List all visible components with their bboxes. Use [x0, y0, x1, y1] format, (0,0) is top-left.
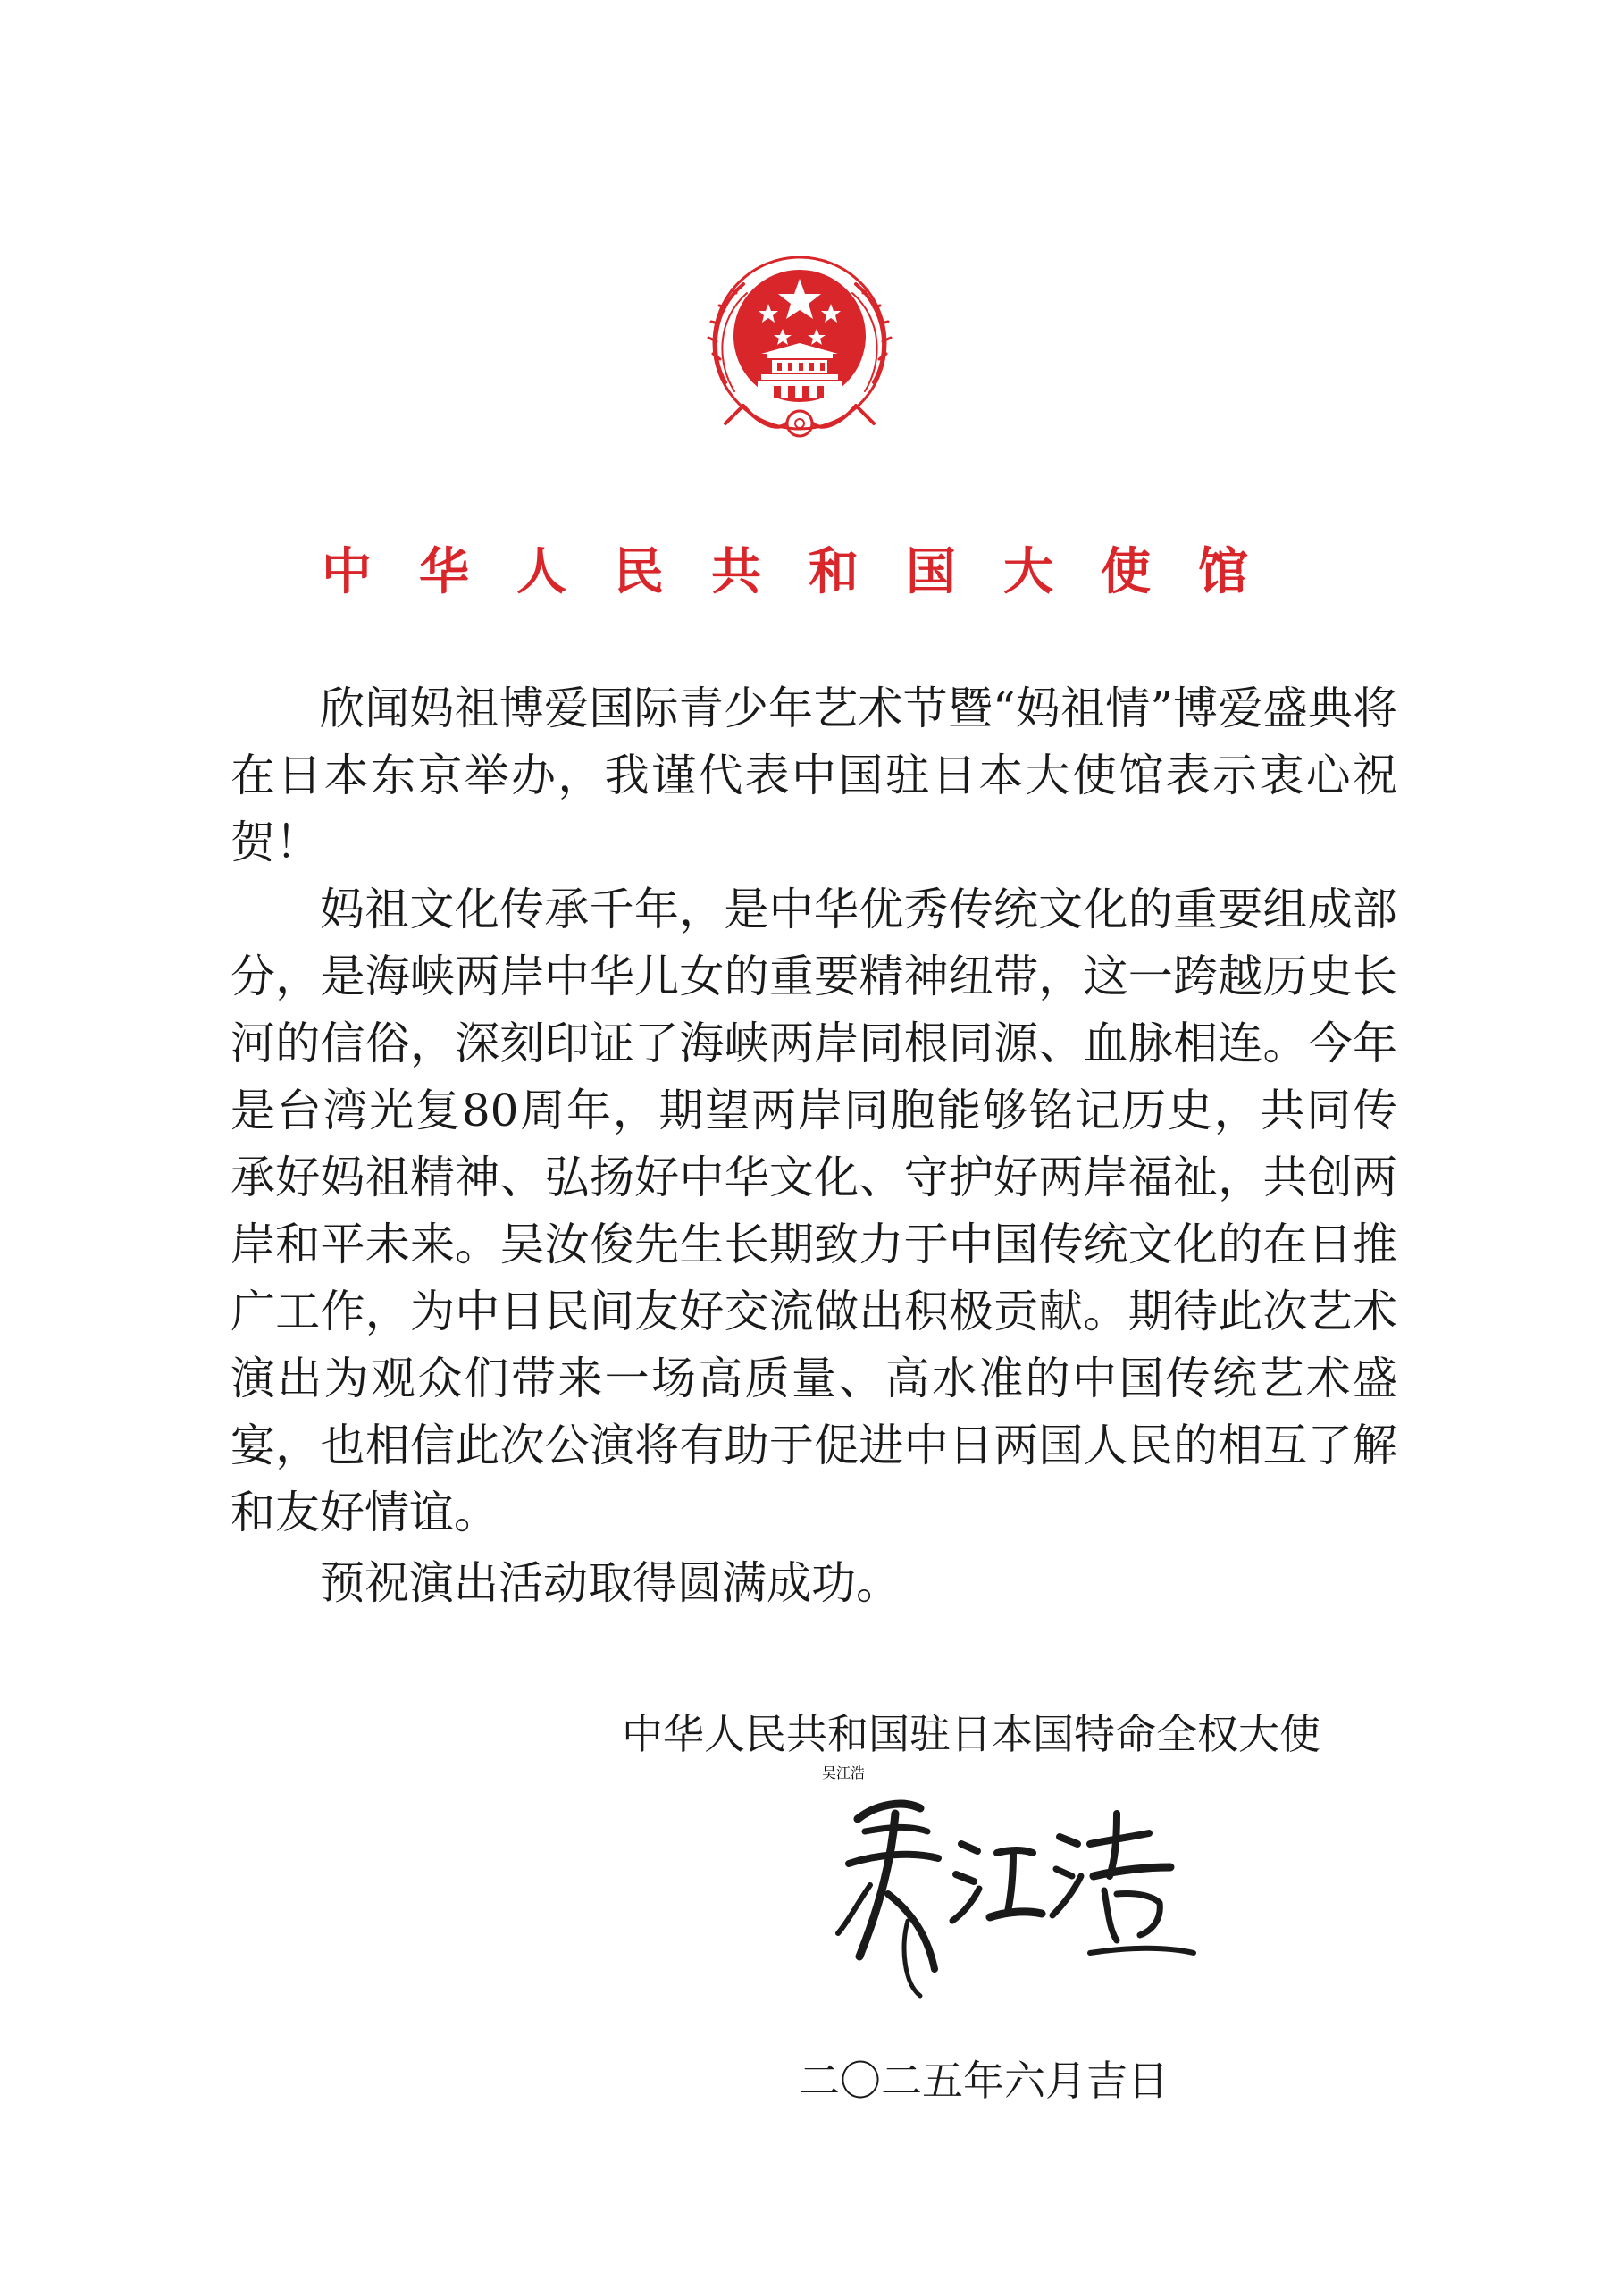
embassy-name-heading: 中华人民共和国大使馆	[322, 542, 1295, 601]
letter-closing: 预祝演出活动取得圆满成功。	[320, 1557, 901, 1609]
signatory-title: 中华人民共和国驻日本国特命全权大使	[622, 1710, 1320, 1758]
signature-text: 吴江浩	[822, 1764, 866, 1781]
letter-paragraph-2: 妈祖文化传承千年，是中华优秀传统文化的重要组成部分，是海峡两岸中华儿女的重要精神纽带，这一跨越历史长河的信俗，深刻印证了海峡两岸同根同源、血脉相连。今年是台湾光复80周年，期望两岸同胞能够铭记历史，共同传承好妈祖精神、弘扬好中华文化、守护好两岸福祉，共创两岸和平未来。吴汝俊先生长期致力于中国传统文化的在日推广工作，为中日民间友好交流做出积极贡献。期待此次艺术演出为观众们带来一场高质量、高水准的中国传统艺术盛宴，也相信此次公演将有助于促进中日两国人民的相互了解和友好情谊。	[231, 884, 1397, 1538]
letter-body	[231, 675, 1397, 1617]
national-emblem-icon	[690, 248, 909, 445]
letter-paragraph-1: 欣闻妈祖博爱国际青少年艺术节暨“妈祖情”博爱盛典将在日本东京举办，我谨代表中国驻日本大使馆表示衷心祝贺！	[231, 683, 1397, 868]
handwritten-signature	[822, 1764, 1206, 2010]
letter-date: 二〇二五年六月吉日	[799, 2057, 1169, 2105]
